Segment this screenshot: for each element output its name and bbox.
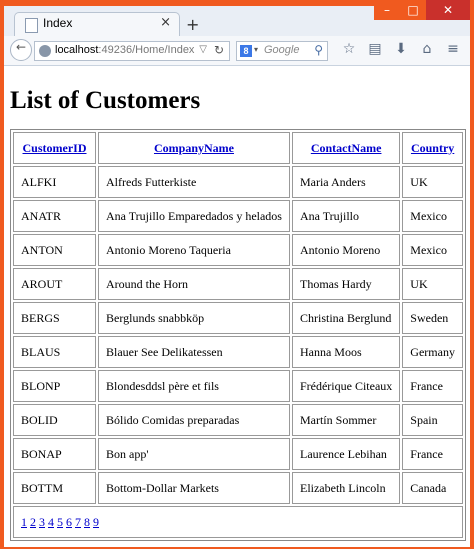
maximize-button[interactable]: □: [400, 0, 426, 20]
country-cell: Sweden: [402, 302, 463, 334]
google-engine-icon[interactable]: 8: [240, 45, 252, 57]
page-link-8[interactable]: 8: [84, 514, 90, 529]
customer-id-cell: BERGS: [13, 302, 96, 334]
table-row: [13, 268, 463, 300]
contact-name-cell: Maria Anders: [292, 166, 400, 198]
pager: [13, 506, 463, 538]
window-controls: [374, 0, 470, 20]
page-link-3[interactable]: 3: [39, 514, 45, 529]
tab-index[interactable]: [14, 12, 180, 36]
table-body: [13, 166, 463, 504]
table-row: [13, 472, 463, 504]
contact-name-cell: Thomas Hardy: [292, 268, 400, 300]
page-link-4[interactable]: 4: [48, 514, 54, 529]
page-link-1[interactable]: 1: [21, 514, 27, 529]
chevron-down-icon[interactable]: ▽: [199, 44, 207, 55]
page-content: [4, 66, 470, 547]
star-icon[interactable]: ☆: [342, 41, 356, 57]
contact-name-cell: Ana Trujillo: [292, 200, 400, 232]
company-name-cell: Ana Trujillo Emparedados y helados: [98, 200, 290, 232]
search-input[interactable]: Google: [264, 44, 300, 56]
table-row: [13, 404, 463, 436]
pager-row: [13, 506, 463, 538]
home-icon[interactable]: ⌂: [422, 41, 432, 57]
customer-id-cell: BLONP: [13, 370, 96, 402]
customers-table: [10, 129, 466, 541]
sort-link-customerid[interactable]: CustomerID: [22, 140, 87, 155]
country-cell: Mexico: [402, 234, 463, 266]
table-row: [13, 200, 463, 232]
contact-name-cell: Frédérique Citeaux: [292, 370, 400, 402]
company-name-cell: Blondesddsl père et fils: [98, 370, 290, 402]
contact-name-cell: Hanna Moos: [292, 336, 400, 368]
column-header: [292, 132, 400, 164]
country-cell: Spain: [402, 404, 463, 436]
navigation-toolbar: [4, 36, 470, 66]
close-tab-icon[interactable]: ×: [160, 15, 171, 30]
sort-link-country[interactable]: Country: [410, 140, 455, 155]
company-name-cell: Antonio Moreno Taqueria: [98, 234, 290, 266]
country-cell: Canada: [402, 472, 463, 504]
arrow-left-icon: ←: [15, 40, 27, 54]
table-row: [13, 438, 463, 470]
toolbar-icons: [336, 41, 466, 61]
country-cell: Mexico: [402, 200, 463, 232]
company-name-cell: Berglunds snabbköp: [98, 302, 290, 334]
page-link-7[interactable]: 7: [75, 514, 81, 529]
company-name-cell: Around the Horn: [98, 268, 290, 300]
browser-frame: [4, 3, 470, 547]
globe-icon: [39, 45, 51, 57]
customer-id-cell: ALFKI: [13, 166, 96, 198]
customer-id-cell: ANTON: [13, 234, 96, 266]
company-name-cell: Bólido Comidas preparadas: [98, 404, 290, 436]
table-row: [13, 234, 463, 266]
customer-id-cell: BLAUS: [13, 336, 96, 368]
page-link-2[interactable]: 2: [30, 514, 36, 529]
table-row: [13, 370, 463, 402]
country-cell: France: [402, 370, 463, 402]
address-bar[interactable]: [34, 41, 230, 61]
search-icon[interactable]: ⚲: [314, 43, 323, 57]
new-tab-button[interactable]: +: [186, 15, 200, 34]
country-cell: France: [402, 438, 463, 470]
search-bar[interactable]: [236, 41, 328, 61]
page-link-9[interactable]: 9: [93, 514, 99, 529]
back-button[interactable]: [10, 39, 32, 61]
column-header: [98, 132, 290, 164]
country-cell: UK: [402, 166, 463, 198]
url-text: [55, 44, 194, 56]
table-row: [13, 336, 463, 368]
tab-title: Index: [43, 16, 73, 30]
company-name-cell: Alfreds Futterkiste: [98, 166, 290, 198]
minimize-button[interactable]: –: [374, 0, 400, 20]
country-cell: Germany: [402, 336, 463, 368]
customer-id-cell: ANATR: [13, 200, 96, 232]
reading-list-icon[interactable]: ▤: [368, 41, 382, 57]
customer-id-cell: BONAP: [13, 438, 96, 470]
close-window-button[interactable]: ✕: [426, 0, 470, 20]
menu-icon[interactable]: ≡: [447, 41, 459, 57]
page-link-5[interactable]: 5: [57, 514, 63, 529]
company-name-cell: Blauer See Delikatessen: [98, 336, 290, 368]
contact-name-cell: Antonio Moreno: [292, 234, 400, 266]
table-row: [13, 166, 463, 198]
customer-id-cell: BOTTM: [13, 472, 96, 504]
page-link-6[interactable]: 6: [66, 514, 72, 529]
page-title: List of Customers: [10, 87, 201, 114]
reload-icon[interactable]: ↻: [213, 43, 224, 57]
contact-name-cell: Martín Sommer: [292, 404, 400, 436]
contact-name-cell: Christina Berglund: [292, 302, 400, 334]
download-icon[interactable]: ⬇: [395, 41, 407, 57]
column-header: [13, 132, 96, 164]
contact-name-cell: Elizabeth Lincoln: [292, 472, 400, 504]
table-header-row: [13, 132, 463, 164]
customer-id-cell: BOLID: [13, 404, 96, 436]
sort-link-companyname[interactable]: CompanyName: [153, 140, 234, 155]
page-icon: [25, 18, 38, 33]
contact-name-cell: Laurence Lebihan: [292, 438, 400, 470]
company-name-cell: Bon app': [98, 438, 290, 470]
url-path: :49236/Home/Index: [98, 44, 195, 56]
country-cell: UK: [402, 268, 463, 300]
sort-link-contactname[interactable]: ContactName: [310, 140, 382, 155]
title-bar: [4, 3, 470, 36]
url-host: localhost: [55, 44, 99, 56]
engine-dropdown-icon[interactable]: ▾: [254, 45, 259, 54]
company-name-cell: Bottom-Dollar Markets: [98, 472, 290, 504]
table-row: [13, 302, 463, 334]
customer-id-cell: AROUT: [13, 268, 96, 300]
column-header: [402, 132, 463, 164]
